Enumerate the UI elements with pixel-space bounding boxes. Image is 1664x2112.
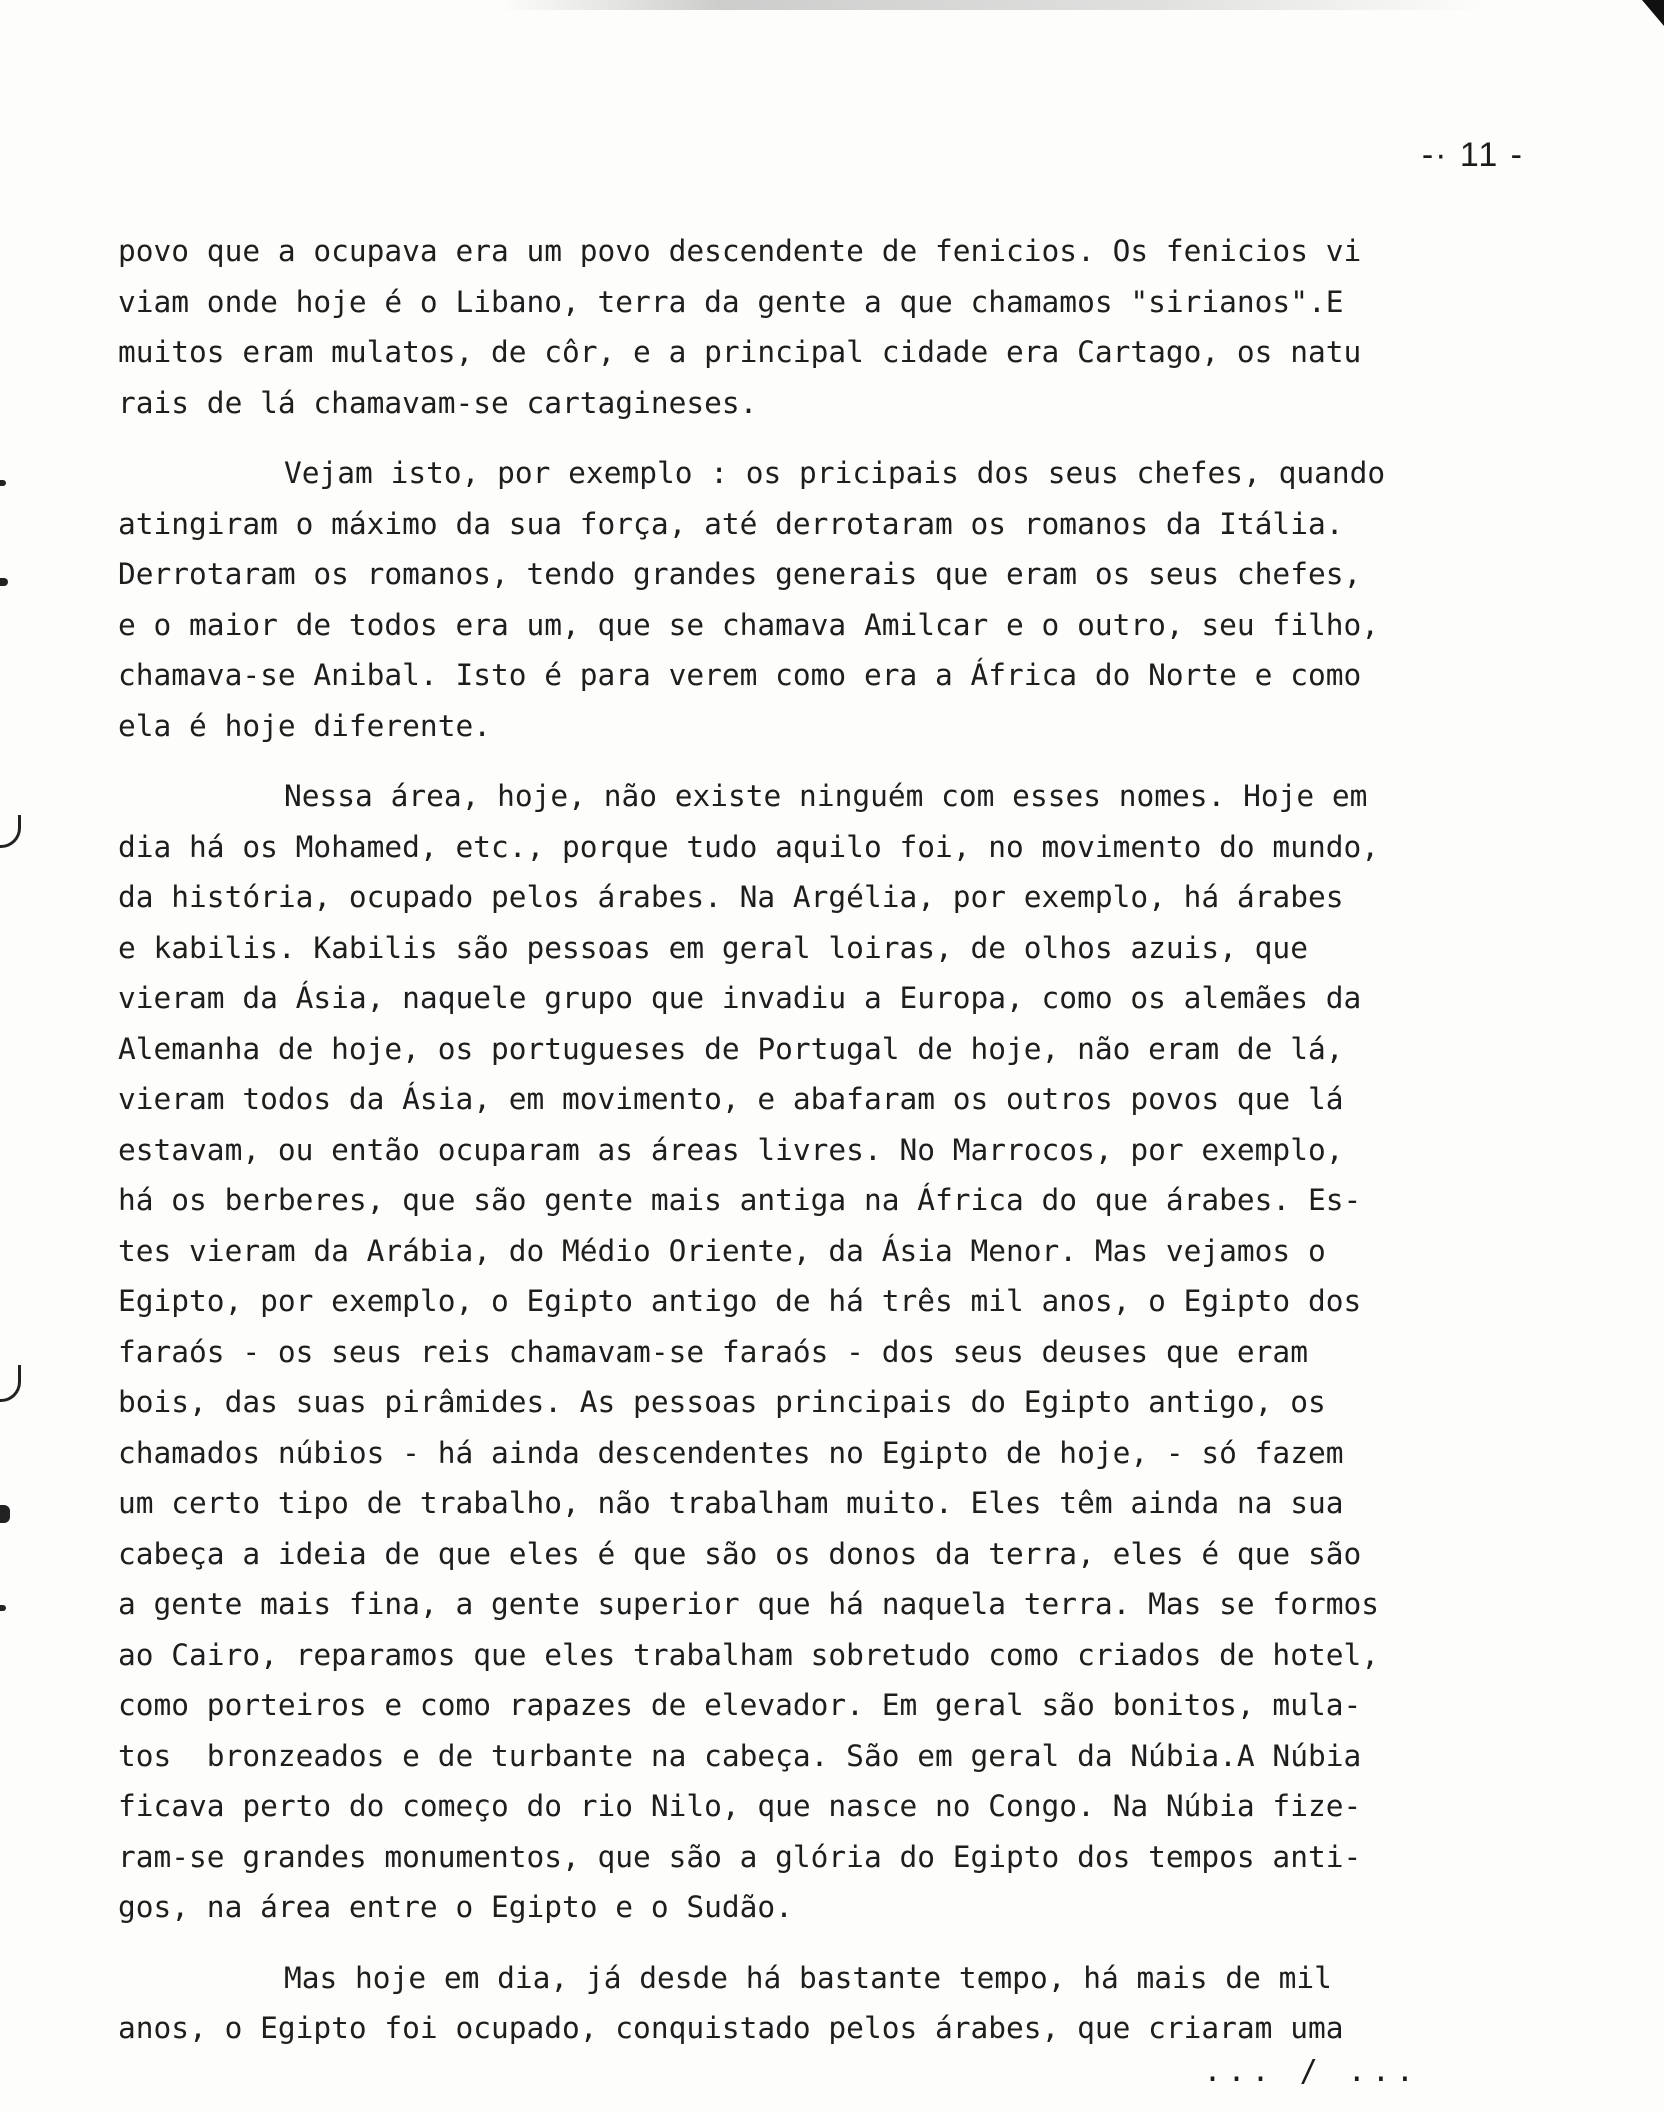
margin-mark [0,578,8,586]
text-line: dia há os Mohamed, etc., porque tudo aquilo foi, no movimento do mundo, [118,829,1379,864]
text-line: Nessa área, hoje, não existe ninguém com esses nomes. Hoje em [284,779,1368,813]
text-line: da história, ocupado pelos árabes. Na Argélia, por exemplo, há árabes [118,880,1344,914]
scan-corner-mark [1642,0,1664,26]
text-line: ficava perto do começo do rio Nilo, que nasce no Congo. Na Núbia fize- [118,1789,1362,1823]
text-line: gos, na área entre o Egipto e o Sudão. [118,1890,793,1924]
text-line: Derrotaram os romanos, tendo grandes generais que eram os seus chefes, [118,557,1362,591]
text-line: chamava-se Anibal. Isto é para verem como era a África do Norte e como [118,658,1362,692]
text-line: estavam, ou então ocuparam as áreas livres. No Marrocos, por exemplo, [118,1132,1344,1167]
paragraph [118,1953,1580,2054]
margin-mark [0,480,6,486]
scan-smudge [500,0,1600,10]
text-line: bois, das suas pirâmides. As pessoas principais do Egipto antigo, os [118,1385,1326,1419]
paragraph [118,226,1580,428]
text-line: vieram todos da Ásia, em movimento, e abafaram os outros povos que lá [118,1082,1344,1116]
text-line: Vejam isto, por exemplo : os pricipais dos seus chefes, quando [284,456,1386,490]
paragraph [118,771,1580,1933]
margin-mark [0,1365,21,1402]
text-line: a gente mais fina, a gente superior que há naquela terra. Mas se formos [118,1587,1379,1621]
text-line: vieram da Ásia, naquele grupo que invadiu a Europa, como os alemães da [118,981,1362,1015]
continuation-mark: ... / ... [1203,2054,1420,2089]
text-line: viam onde hoje é o Libano, terra da gente a que chamamos "sirianos".E [118,284,1344,319]
text-line: tos bronzeados e de turbante na cabeça. São em geral da Núbia.A Núbia [118,1738,1362,1773]
body-text [118,226,1580,2074]
text-line: há os berberes, que são gente mais antiga na África do que árabes. Es- [118,1183,1362,1217]
margin-mark [0,1505,10,1523]
text-line: ao Cairo, reparamos que eles trabalham sobretudo como criados de hotel, [118,1637,1379,1672]
text-line: atingiram o máximo da sua força, até derrotaram os romanos da Itália. [118,506,1344,541]
page-number: -· 11 - [1421,136,1524,174]
text-line: rais de lá chamavam-se cartagineses. [118,385,758,420]
text-line: muitos eram mulatos, de côr, e a principal cidade era Cartago, os natu [118,335,1362,369]
text-line: e kabilis. Kabilis são pessoas em geral loiras, de olhos azuis, que [118,930,1308,965]
text-line: ram-se grandes monumentos, que são a glória do Egipto dos tempos anti- [118,1839,1362,1874]
text-line: Egipto, por exemplo, o Egipto antigo de há três mil anos, o Egipto dos [118,1284,1362,1318]
text-line: povo que a ocupava era um povo descendente de fenicios. Os fenicios vi [118,234,1362,268]
paragraph [118,448,1580,751]
text-line: tes vieram da Arábia, do Médio Oriente, da Ásia Menor. Mas vejamos o [118,1233,1326,1268]
text-line: como porteiros e como rapazes de elevador. Em geral são bonitos, mula- [118,1688,1362,1722]
text-line: cabeça a ideia de que eles é que são os donos da terra, eles é que são [118,1536,1362,1571]
text-line: um certo tipo de trabalho, não trabalham muito. Eles têm ainda na sua [118,1486,1344,1520]
text-line: anos, o Egipto foi ocupado, conquistado pelos árabes, que criaram uma [118,2011,1344,2045]
text-line: Alemanha de hoje, os portugueses de Portugal de hoje, não eram de lá, [118,1031,1344,1066]
text-line: faraós - os seus reis chamavam-se faraós - dos seus deuses que eram [118,1334,1308,1369]
margin-mark [0,815,21,848]
margin-mark [0,1605,6,1611]
text-line: chamados núbios - há ainda descendentes no Egipto de hoje, - só fazem [118,1435,1344,1470]
text-line: ela é hoje diferente. [118,708,491,743]
text-line: Mas hoje em dia, já desde há bastante tempo, há mais de mil [284,1960,1332,1995]
text-line: e o maior de todos era um, que se chamava Amilcar e o outro, seu filho, [118,607,1379,642]
